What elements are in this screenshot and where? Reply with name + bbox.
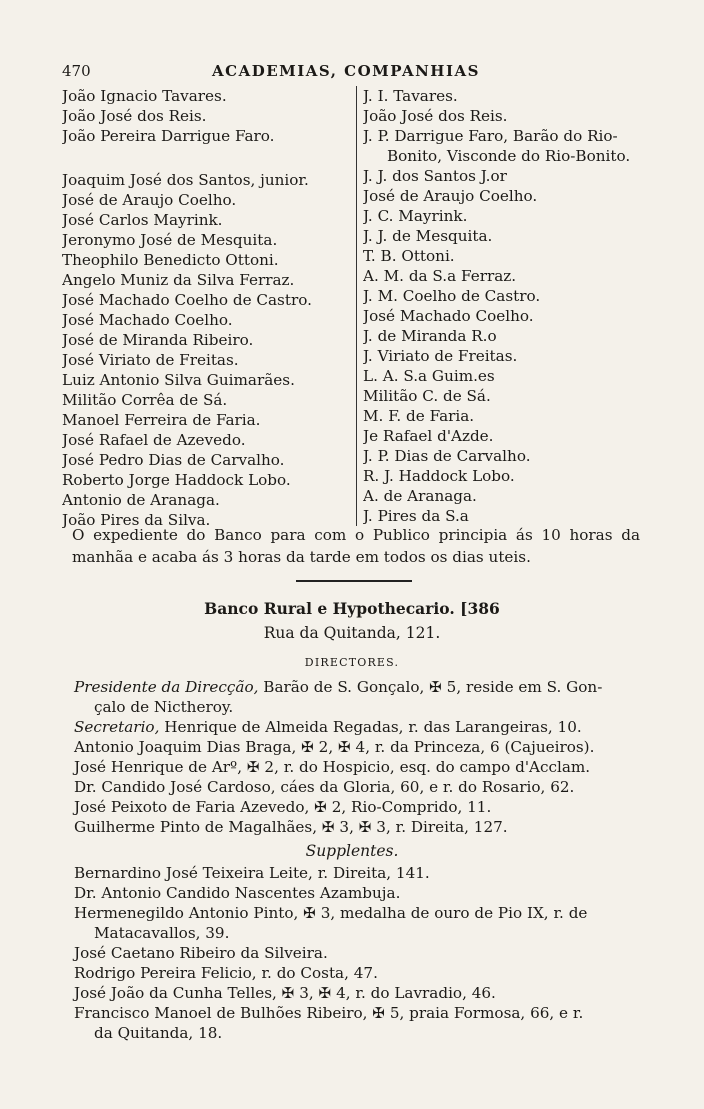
director-entry: José Peixoto de Faria Azevedo, ✠ 2, Rio-Comprido, 11. <box>74 798 492 816</box>
director-role: Presidente da Direcção, <box>74 678 259 696</box>
signature-name: João José dos Reis. <box>363 107 508 125</box>
director-text-continuation: çalo de Nictheroy. <box>94 697 234 716</box>
section-title: Banco Rural e Hypothecario. [386 <box>204 599 500 618</box>
full-name: José Machado Coelho. <box>62 311 233 329</box>
signature-name: José de Araujo Coelho. <box>363 187 538 205</box>
full-names-column <box>62 86 350 530</box>
signature-name: J. P. Dias de Carvalho. <box>363 447 531 465</box>
full-name: João José dos Reis. <box>62 107 207 125</box>
director-entry <box>74 718 644 738</box>
supplente-entry: Rodrigo Pereira Felicio, r. do Costa, 47. <box>74 964 378 982</box>
signature-name: T. B. Ottoni. <box>363 247 455 265</box>
signature-name: R. J. Haddock Lobo. <box>363 467 515 485</box>
director-entry <box>74 678 644 717</box>
signatures-column <box>356 86 663 526</box>
supplente-text-continuation: Matacavallos, 39. <box>94 923 230 942</box>
business-hours-paragraph: O expediente do Banco para com o Publico principia ás 10 horas da manhãa e acaba ás 3 horas da tarde em todos os dias uteis. <box>72 526 640 566</box>
signature-name: Militão C. de Sá. <box>363 387 491 405</box>
signature-name: Bonito, Visconde do Rio-Bonito. <box>387 147 631 165</box>
full-name: José de Araujo Coelho. <box>62 191 237 209</box>
director-entry: Dr. Candido José Cardoso, cáes da Gloria, 60, e r. do Rosario, 62. <box>74 778 575 796</box>
supplente-entry <box>74 904 644 943</box>
director-entry: Antonio Joaquim Dias Braga, ✠ 2, ✠ 4, r. da Princeza, 6 (Cajueiros). <box>74 738 595 756</box>
full-name: Militão Corrêa de Sá. <box>62 391 228 409</box>
director-entry: Guilherme Pinto de Magalhães, ✠ 3, ✠ 3, r. Direita, 127. <box>74 818 508 836</box>
signature-name: Je Rafael d'Azde. <box>363 427 494 445</box>
supplente-entry: Dr. Antonio Candido Nascentes Azambuja. <box>74 884 401 902</box>
supplente-entry <box>74 1004 644 1043</box>
signature-name: J. Pires da S.a <box>363 507 469 525</box>
signature-name: José Machado Coelho. <box>363 307 534 325</box>
signature-name: A. M. da S.a Ferraz. <box>363 267 517 285</box>
signature-name: L. A. S.a Guim.es <box>363 367 495 385</box>
full-name: José Rafael de Azevedo. <box>62 431 246 449</box>
directors-heading: DIRECTORES. <box>304 656 400 669</box>
supplente-text-continuation: da Quitanda, 18. <box>94 1023 223 1042</box>
signature-name: J. J. de Mesquita. <box>363 227 493 245</box>
supplente-entry: José João da Cunha Telles, ✠ 3, ✠ 4, r. do Lavradio, 46. <box>74 984 496 1002</box>
signature-name: J. Viriato de Freitas. <box>363 347 518 365</box>
full-name: José de Miranda Ribeiro. <box>62 331 254 349</box>
full-name: José Machado Coelho de Castro. <box>62 291 312 309</box>
section-address: Rua da Quitanda, 121. <box>263 624 441 642</box>
signature-name: J. M. Coelho de Castro. <box>363 287 541 305</box>
signature-name: A. de Aranaga. <box>363 487 477 505</box>
supplente-text: Hermenegildo Antonio Pinto, ✠ 3, medalha de ouro de Pio IX, r. de <box>74 904 588 922</box>
supplente-text: Francisco Manoel de Bulhões Ribeiro, ✠ 5, praia Formosa, 66, e r. <box>74 1004 584 1022</box>
full-name: Jeronymo José de Mesquita. <box>62 231 278 249</box>
supplentes-heading: Supplentes. <box>305 842 399 860</box>
full-name: José Pedro Dias de Carvalho. <box>62 451 285 469</box>
director-role: Secretario, <box>74 718 160 736</box>
spacer <box>62 146 350 170</box>
full-name: Joaquim José dos Santos, junior. <box>62 171 309 189</box>
page-number: 470 <box>62 62 91 80</box>
full-name: João Pires da Silva. <box>62 511 211 529</box>
full-name: José Carlos Mayrink. <box>62 211 223 229</box>
signature-name: J. C. Mayrink. <box>363 207 468 225</box>
supplente-entry: José Caetano Ribeiro da Silveira. <box>74 944 328 962</box>
full-name: João Pereira Darrigue Faro. <box>62 127 275 145</box>
section-divider <box>296 580 412 582</box>
signature-name: J. P. Darrigue Faro, Barão do Rio- <box>363 127 618 145</box>
signature-name: J. de Miranda R.o <box>363 327 497 345</box>
director-text: Henrique de Almeida Regadas, r. das Larangeiras, 10. <box>159 718 582 736</box>
director-text: Barão de S. Gonçalo, ✠ 5, reside em S. Gon- <box>258 678 603 696</box>
full-name: Theophilo Benedicto Ottoni. <box>62 251 279 269</box>
full-name: Roberto Jorge Haddock Lobo. <box>62 471 291 489</box>
running-title: ACADEMIAS, COMPANHIAS <box>212 62 480 80</box>
page-header <box>62 58 642 84</box>
supplente-entry: Bernardino José Teixeira Leite, r. Direita, 141. <box>74 864 430 882</box>
signature-name: M. F. de Faria. <box>363 407 475 425</box>
full-name: Angelo Muniz da Silva Ferraz. <box>62 271 295 289</box>
full-name: Luiz Antonio Silva Guimarães. <box>62 371 295 389</box>
signature-name: J. I. Tavares. <box>363 87 458 105</box>
signature-name: J. J. dos Santos J.or <box>363 167 507 185</box>
full-name: Antonio de Aranaga. <box>62 491 220 509</box>
full-name: João Ignacio Tavares. <box>62 87 227 105</box>
full-name: Manoel Ferreira de Faria. <box>62 411 261 429</box>
director-entry: José Henrique de Arº, ✠ 2, r. do Hospicio, esq. do campo d'Acclam. <box>74 758 591 776</box>
full-name: José Viriato de Freitas. <box>62 351 239 369</box>
